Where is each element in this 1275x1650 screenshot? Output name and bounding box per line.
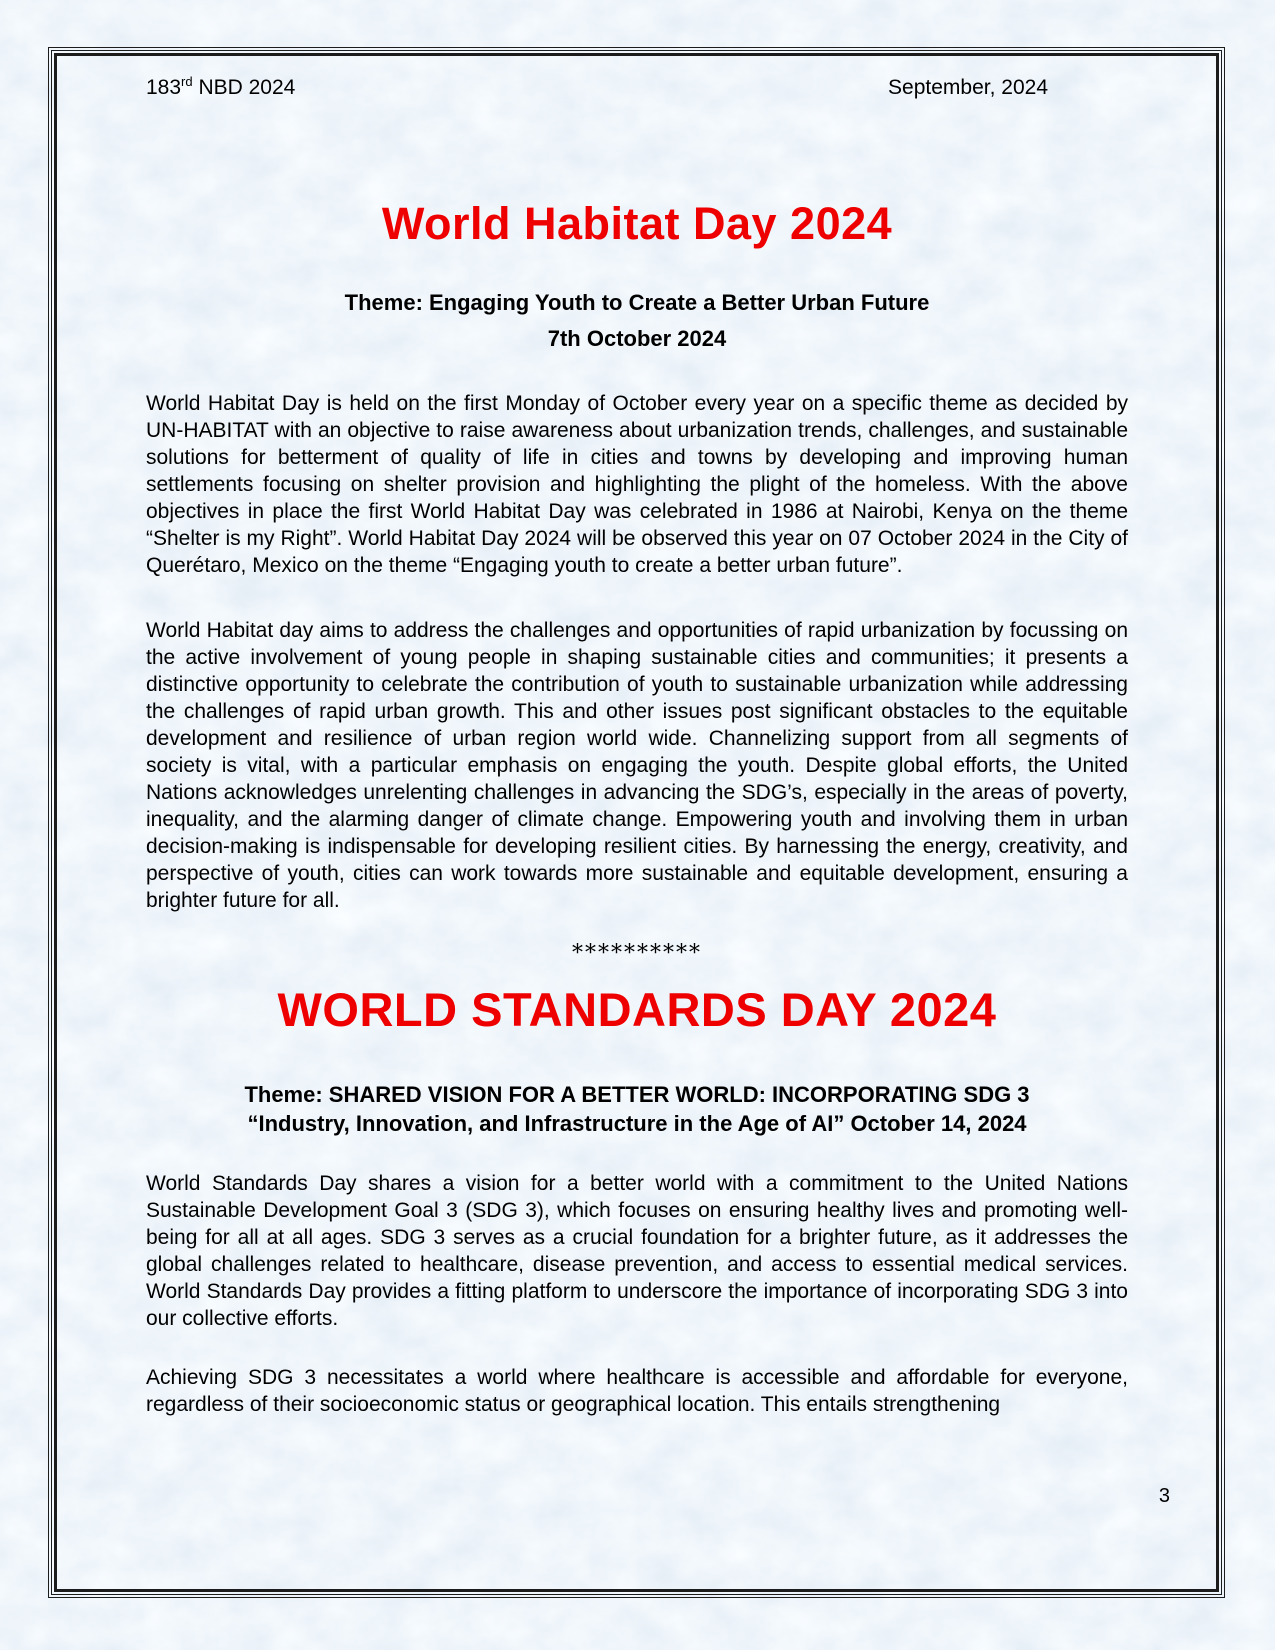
issue-number-base: 183 (146, 76, 182, 99)
issue-number-ordinal: rd (181, 74, 193, 89)
article2-theme-line2: “Industry, Innovation, and Infrastructure in the Age of AI” October 14, 2024 (247, 1111, 1027, 1136)
page-number: 3 (1158, 1485, 1170, 1507)
article-world-standards-day (146, 982, 1128, 1418)
page-border-frame (48, 47, 1225, 1598)
article1-paragraph-1: World Habitat Day is held on the first Monday of October every year on a specific theme as decided by UN-HABITAT with an objective to raise awareness about urbanization trends, challenges, and sustainable solutions for betterment of quality of life in cities and towns by developing and improving human settlements focusing on shelter provision and highlighting the plight of the homeless. With the above objectives in place the first World Habitat Day was celebrated in 1986 at Nairobi, Kenya on the theme “Shelter is my Right”. World Habitat Day 2024 will be observed this year on 07 October 2024 in the City of Querétaro, Mexico on the theme “Engaging youth to create a better urban future”. (146, 392, 1128, 577)
article2-paragraph-2: Achieving SDG 3 necessitates a world where healthcare is accessible and affordable for everyone, regardless of their socioeconomic status or geographical location. This entails strengthening (146, 1366, 1128, 1416)
issue-number-rest: NBD 2024 (192, 76, 296, 99)
article2-paragraph-1: World Standards Day shares a vision for a better world with a commitment to the United Nations Sustainable Development Goal 3 (SDG 3), which focuses on ensuring healthy lives and promoting well-being for all at all ages. SDG 3 serves as a crucial foundation for a brighter future, as it addresses the global challenges related to healthcare, disease prevention, and access to essential medical services. World Standards Day provides a fitting platform to underscore the importance of incorporating SDG 3 into our collective efforts. (146, 1172, 1128, 1330)
page-border-frame-inner (54, 53, 1219, 1592)
header-date: September, 2024 (888, 76, 1048, 99)
article1-date: 7th October 2024 (547, 326, 727, 351)
section-separator: ********** (572, 941, 702, 966)
article2-theme-line1: Theme: SHARED VISION FOR A BETTER WORLD: INCORPORATING SDG 3 (244, 1082, 1030, 1107)
article1-theme: Theme: Engaging Youth to Create a Better Urban Future (344, 290, 930, 315)
article1-paragraph-2: World Habitat day aims to address the challenges and opportunities of rapid urbanization by focussing on the active involvement of young people in shaping sustainable cities and communities; it presents a distinctive opportunity to celebrate the contribution of youth to sustainable urbanization while addressing the challenges of rapid urban growth. This and other issues post significant obstacles to the equitable development and resilience of urban region world wide. Channelizing support from all segments of society is vital, with a particular emphasis on engaging the youth. Despite global efforts, the United Nations acknowledges unrelenting challenges in advancing the SDG’s, especially in the areas of poverty, inequality, and the alarming danger of climate change. Empowering youth and involving them in urban decision-making is indispensable for developing resilient cities. By harnessing the energy, creativity, and perspective of youth, cities can work towards more sustainable and equitable development, ensuring a brighter future for all. (146, 619, 1128, 912)
header-issue-number (146, 76, 295, 100)
page-content (57, 56, 1216, 1589)
article2-title: WORLD STANDARDS DAY 2024 (277, 983, 997, 1036)
article-world-habitat-day (146, 198, 1128, 914)
article1-title: World Habitat Day 2024 (381, 198, 893, 249)
page-border-frame-middle (51, 50, 1222, 1595)
document-header (146, 76, 1128, 100)
